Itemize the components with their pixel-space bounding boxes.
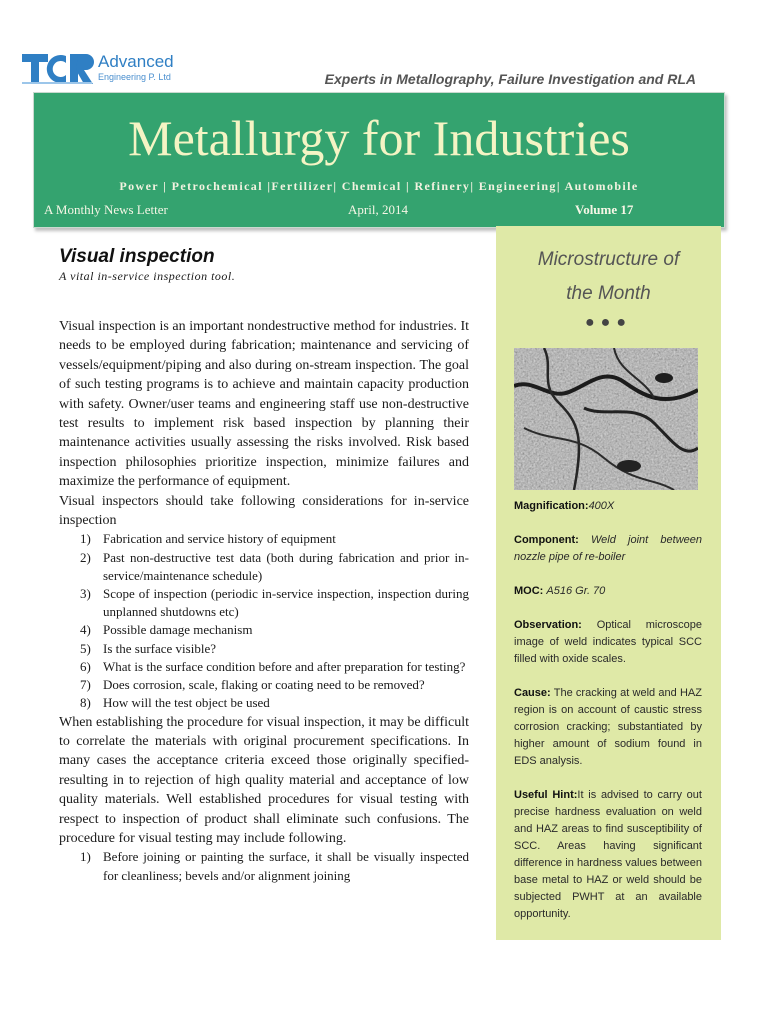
list-item-number: 3) — [80, 586, 91, 602]
list-item — [80, 585, 469, 621]
sidebar-title-line-1: Microstructure of — [537, 249, 680, 270]
logo-company-subname: Engineering P. Ltd — [98, 72, 171, 82]
article-paragraph-1: Visual inspection is an important nondestructive method for industries. It needs to be employed during fabrication; maintenance and servicing of vessels/equipment/piping and also during on-stream inspection. The goal of such testing programs is to achieve and maintain capacity production with safety. Owner/user teams and engineering staff use non-destructive test results to implement risk based inspection by planning their maintenance activities usually assessing the risks involved. Risk based inspection philosophies prioritize inspection, minimize failures and maximize the performance of equipment. — [59, 319, 469, 490]
main-article — [59, 244, 469, 885]
cause-entry — [514, 685, 702, 770]
list-item-number: 1) — [80, 531, 91, 547]
moc-value: A516 Gr. 70 — [546, 585, 606, 597]
list-item-text: Fabrication and service history of equipment — [103, 531, 336, 547]
component-value: Weld joint between nozzle pipe of re-boiler — [514, 534, 702, 563]
list-item-number: 8) — [80, 695, 91, 711]
microstructure-sidebar — [496, 226, 721, 940]
cause-label: Cause: — [514, 687, 551, 699]
list-item-number: 6) — [80, 658, 91, 674]
newsletter-type: A Monthly News Letter — [44, 202, 168, 217]
list-item-number: 5) — [80, 640, 91, 656]
newsletter-banner — [33, 92, 725, 228]
list-item-text: Before joining or painting the surface, it shall be visually inspected for cleanliness; bevels and/or alignment joining — [103, 849, 469, 883]
article-title: Visual inspection — [59, 246, 215, 267]
observation-entry — [514, 617, 702, 668]
useful-hint-entry — [514, 787, 702, 923]
newsletter-title: Metallurgy for Industries — [128, 110, 630, 166]
procedure-list — [59, 848, 469, 884]
article-subtitle: A vital in-service inspection tool. — [59, 269, 236, 283]
industry-sectors: Power | Petrochemical |Fertilizer| Chemical | Refinery| Engineering| Automobile — [119, 179, 639, 193]
useful-hint-value: It is advised to carry out precise hardness evaluation on weld and HAZ areas to find susceptibility of SCC. Areas having significant difference in hardness values between base metal to HAZ or weld should be subjected PWHT at an available opportunity. — [514, 789, 702, 920]
issue-date: April, 2014 — [348, 202, 408, 217]
tcr-logo-icon — [22, 52, 94, 86]
list-item — [80, 658, 469, 676]
component-label: Component: — [514, 534, 579, 546]
company-logo — [22, 50, 212, 90]
list-item-text: Past non-destructive test data (both during fabrication and prior in-service/maintenance schedule) — [103, 549, 469, 583]
list-item-text: Does corrosion, scale, flaking or coating need to be removed? — [103, 677, 425, 693]
observation-value: Optical microscope image of weld indicates typical SCC filled with oxide scales. — [514, 619, 702, 665]
magnification-entry — [514, 498, 702, 515]
list-item — [80, 549, 469, 585]
company-tagline: Experts in Metallography, Failure Investigation and RLA — [324, 71, 696, 87]
list-item — [80, 621, 469, 639]
magnification-value: 400X — [588, 500, 615, 512]
list-item — [80, 848, 469, 884]
list-item — [80, 694, 469, 712]
list-item — [80, 676, 469, 694]
list-item-number: 1) — [80, 849, 91, 865]
logo-company-name: Advanced — [98, 52, 174, 71]
list-item-text: Possible damage mechanism — [103, 622, 253, 638]
sidebar-title-line-2: the Month — [566, 283, 651, 304]
moc-label: MOC: — [514, 585, 544, 597]
article-paragraph-3: When establishing the procedure for visual inspection, it may be difficult to correlate the materials with original procurement specifications. In many cases the acceptance criteria exceed those originally specified- resulting in to rejection of high quality material and acceptance of low quality materials. Well established procedures for visual testing with respect to inspection of product shall eliminate such confusions. The procedure for visual testing may include following. — [59, 714, 469, 846]
list-item-text: What is the surface condition before and after preparation for testing? — [103, 658, 466, 674]
volume-number: Volume 17 — [575, 202, 634, 217]
sidebar-title — [496, 243, 721, 311]
observation-label: Observation: — [514, 619, 582, 631]
list-item-text: Is the surface visible? — [103, 640, 216, 656]
list-item — [80, 530, 469, 548]
list-item-number: 4) — [80, 622, 91, 638]
moc-entry — [514, 583, 702, 600]
magnification-label: Magnification: — [514, 500, 589, 512]
component-entry — [514, 532, 702, 566]
micrograph-image — [514, 348, 698, 490]
banner-info-row — [34, 202, 724, 218]
useful-hint-label: Useful Hint: — [514, 789, 578, 801]
micrograph-details — [514, 498, 702, 940]
article-paragraph-2: Visual inspectors should take following considerations for in-service inspection — [59, 493, 469, 529]
decorative-dots: ●●● — [585, 314, 632, 331]
list-item-number: 2) — [80, 549, 91, 565]
list-item — [80, 640, 469, 658]
list-item-text: How will the test object be used — [103, 695, 270, 711]
list-item-number: 7) — [80, 677, 91, 693]
cause-value: The cracking at weld and HAZ region is on account of caustic stress corrosion cracking; substantiated by higher amount of sodium found in EDS analysis. — [514, 687, 702, 767]
list-item-text: Scope of inspection (periodic in-service inspection, inspection during unplanned shutdowns etc) — [103, 586, 469, 620]
considerations-list — [59, 530, 469, 712]
